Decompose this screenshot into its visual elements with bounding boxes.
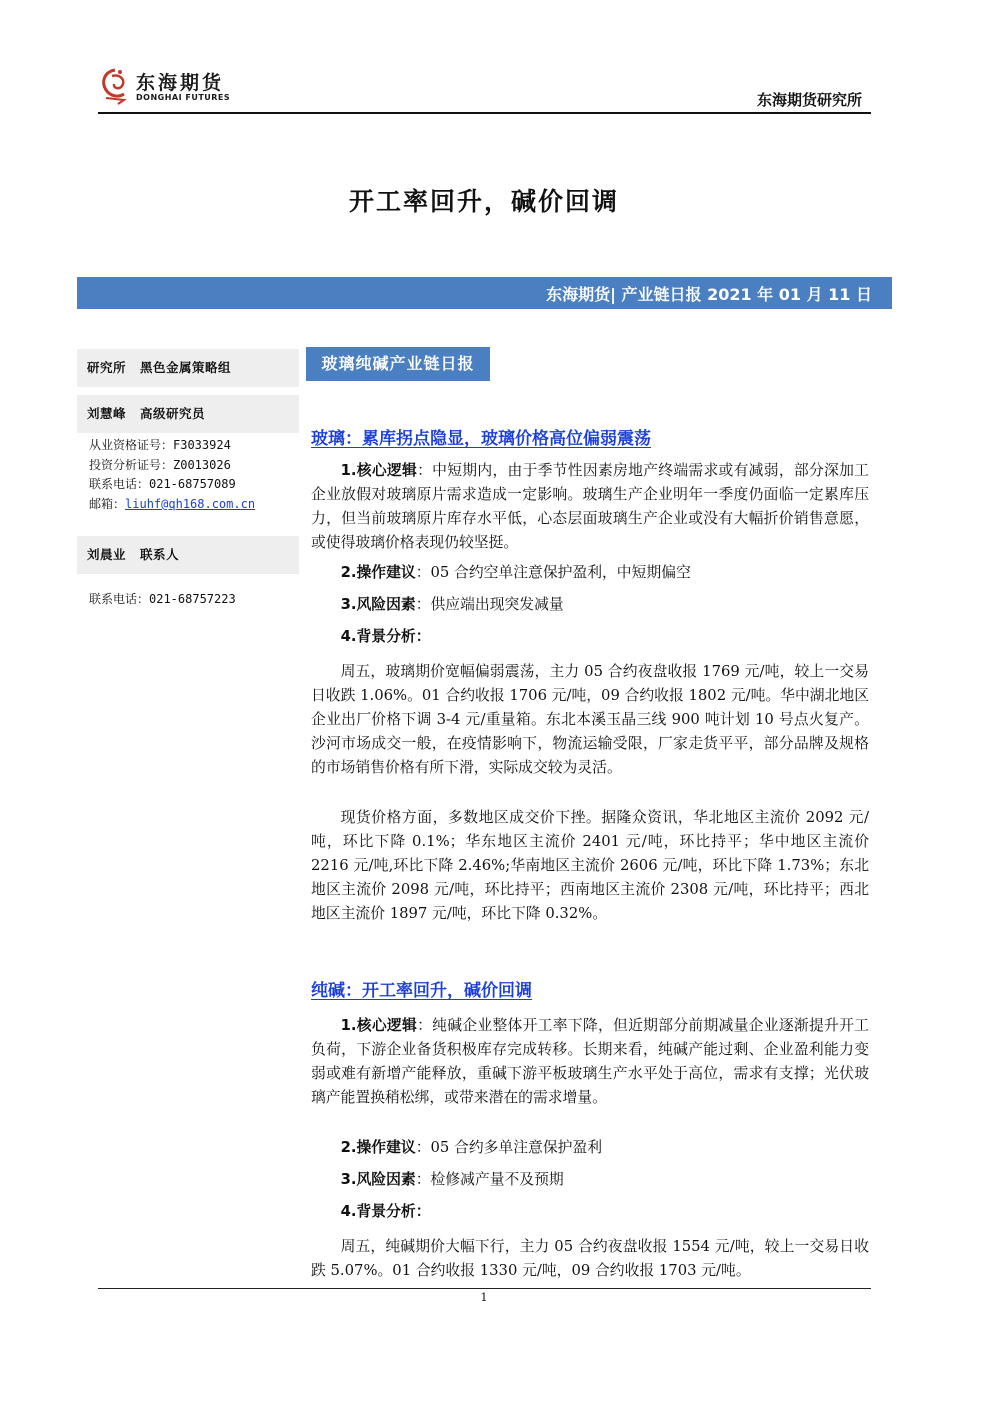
- team-label: 黑色金属策略组: [140, 360, 232, 375]
- soda-advice-text: ：05 合约多单注意保护盈利: [415, 1139, 603, 1156]
- report-tag: 玻璃纯碱产业链日报: [306, 347, 490, 381]
- glass-core-text: ：中短期内，由于季节性因素房地产终端需求或有减弱，部分深加工企业放假对玻璃原片需求造成一定影响。玻璃生产企业明年一季度仍面临一定累库压力，但当前玻璃原片库存水平低，心态层面玻璃生产企业或没有大幅折价销售意愿，或使得玻璃价格表现仍较坚挺。: [311, 462, 869, 551]
- sidebar-group-head: [77, 349, 299, 387]
- glass-bg-heading: [311, 625, 869, 649]
- glass-risk: [311, 593, 869, 617]
- soda-core-text: ：纯碱企业整体开工率下降，但近期部分前期减量企业逐渐提升开工负荷，下游企业备货积极库存完成转移。长期来看，纯碱产能过剩、企业盈利能力变弱或难有新增产能释放，重碱下游平板玻璃生产水平处于高位，需求有支撑；光伏玻璃产能置换稍松绑，或带来潜在的需求增量。: [311, 1017, 869, 1106]
- sidebar-group: [77, 349, 299, 387]
- contact-role: 联系人: [140, 547, 180, 562]
- header-divider: [98, 112, 871, 114]
- section-title-glass[interactable]: 玻璃：累库拐点隐显，玻璃价格高位偏弱震荡: [311, 429, 651, 449]
- glass-core-label: 1.核心逻辑: [340, 462, 418, 479]
- glass-bg-label: 4.背景分析：: [340, 628, 431, 645]
- soda-core-logic: [311, 1014, 869, 1110]
- license-number: 从业资格证号：F3033924: [89, 438, 231, 452]
- page-number: 1: [480, 1291, 488, 1304]
- analyst-email-row: [77, 495, 299, 515]
- glass-core-logic: [311, 459, 869, 555]
- logo-en-text: DONGHAI FUTURES: [136, 93, 231, 102]
- institute-name: 东海期货研究所: [756, 91, 862, 109]
- email-link[interactable]: liuhf@qh168.com.cn: [125, 496, 256, 511]
- analyst-name: 刘慧峰: [87, 406, 127, 421]
- soda-bg-paragraph-1: 周五，纯碱期价大幅下行，主力 05 合约夜盘收报 1554 元/吨，较上一交易日收跌 5.07%。01 合约收报 1330 元/吨，09 合约收报 1703 元/吨。: [311, 1238, 869, 1279]
- soda-bg-heading: [311, 1200, 869, 1224]
- soda-risk-label: 3.风险因素: [340, 1171, 416, 1188]
- glass-risk-text: ：供应端出现突发减量: [415, 596, 564, 613]
- soda-advice: [311, 1136, 869, 1160]
- dept-label: 研究所: [87, 360, 127, 375]
- document-title: 开工率回升，碱价回调: [348, 187, 619, 216]
- footer-divider: [98, 1288, 871, 1289]
- analyst-head: [77, 395, 299, 433]
- glass-bg-paragraph-1: 周五，玻璃期价宽幅偏弱震荡，主力 05 合约夜盘收报 1769 元/吨，较上一交易日收跌 1.06%。01 合约收报 1706 元/吨，09 合约收报 1802 元/吨。华中湖北地区企业出厂价格下调 3-4 元/重量箱。东北本溪玉晶三线 900 吨计划 10 号点火复产。沙河市场成交一般，在疫情影响下，物流运输受限，厂家走货平平，部分品牌及规格的市场销售价格有所下滑，实际成交较为灵活。: [311, 663, 869, 776]
- contact-head: [77, 536, 299, 574]
- sidebar-analyst: [77, 395, 299, 514]
- company-logo: [98, 66, 258, 110]
- glass-advice-label: 2.操作建议: [340, 564, 416, 581]
- soda-bg-label: 4.背景分析：: [340, 1203, 431, 1220]
- logo-cn-text: 东海期货: [136, 72, 225, 94]
- soda-advice-label: 2.操作建议: [340, 1139, 416, 1156]
- soda-core-label: 1.核心逻辑: [340, 1017, 418, 1034]
- analyst-phone: 联系电话：021-68757089: [89, 477, 236, 491]
- banner-text: 东海期货| 产业链日报 2021 年 01 月 11 日: [546, 285, 872, 304]
- contact-name: 刘晨业: [87, 547, 127, 562]
- contact-phone: 联系电话：021-68757223: [89, 592, 236, 606]
- analyst-role: 高级研究员: [140, 406, 206, 421]
- analysis-number: 投资分析证号：Z0013026: [89, 457, 231, 472]
- glass-risk-label: 3.风险因素: [340, 596, 416, 613]
- email-label: 邮箱：: [89, 496, 126, 511]
- glass-bg-paragraph-2: 现货价格方面，多数地区成交价下挫。据隆众资讯，华北地区主流价 2092 元/吨，环比下降 0.1%；华东地区主流价 2401 元/吨，环比持平；华中地区主流价 2216 元/吨,环比下降 2.46%;华南地区主流价 2606 元/吨，环比下降 1.73%；东北地区主流价 2098 元/吨，环比持平；西南地区主流价 2308 元/吨，环比持平；西北地区主流价 1897 元/吨，环比下降 0.32%。: [311, 809, 869, 922]
- section-title-soda-ash[interactable]: 纯碱：开工率回升，碱价回调: [311, 981, 532, 1001]
- glass-advice: [311, 561, 869, 585]
- glass-advice-text: ：05 合约空单注意保护盈利，中短期偏空: [415, 564, 691, 581]
- soda-risk-text: ：检修减产量不及预期: [415, 1171, 564, 1188]
- sidebar-contact: [77, 536, 299, 610]
- date-banner: [77, 277, 892, 309]
- dragon-logo-icon: [98, 66, 132, 106]
- soda-risk: [311, 1168, 869, 1192]
